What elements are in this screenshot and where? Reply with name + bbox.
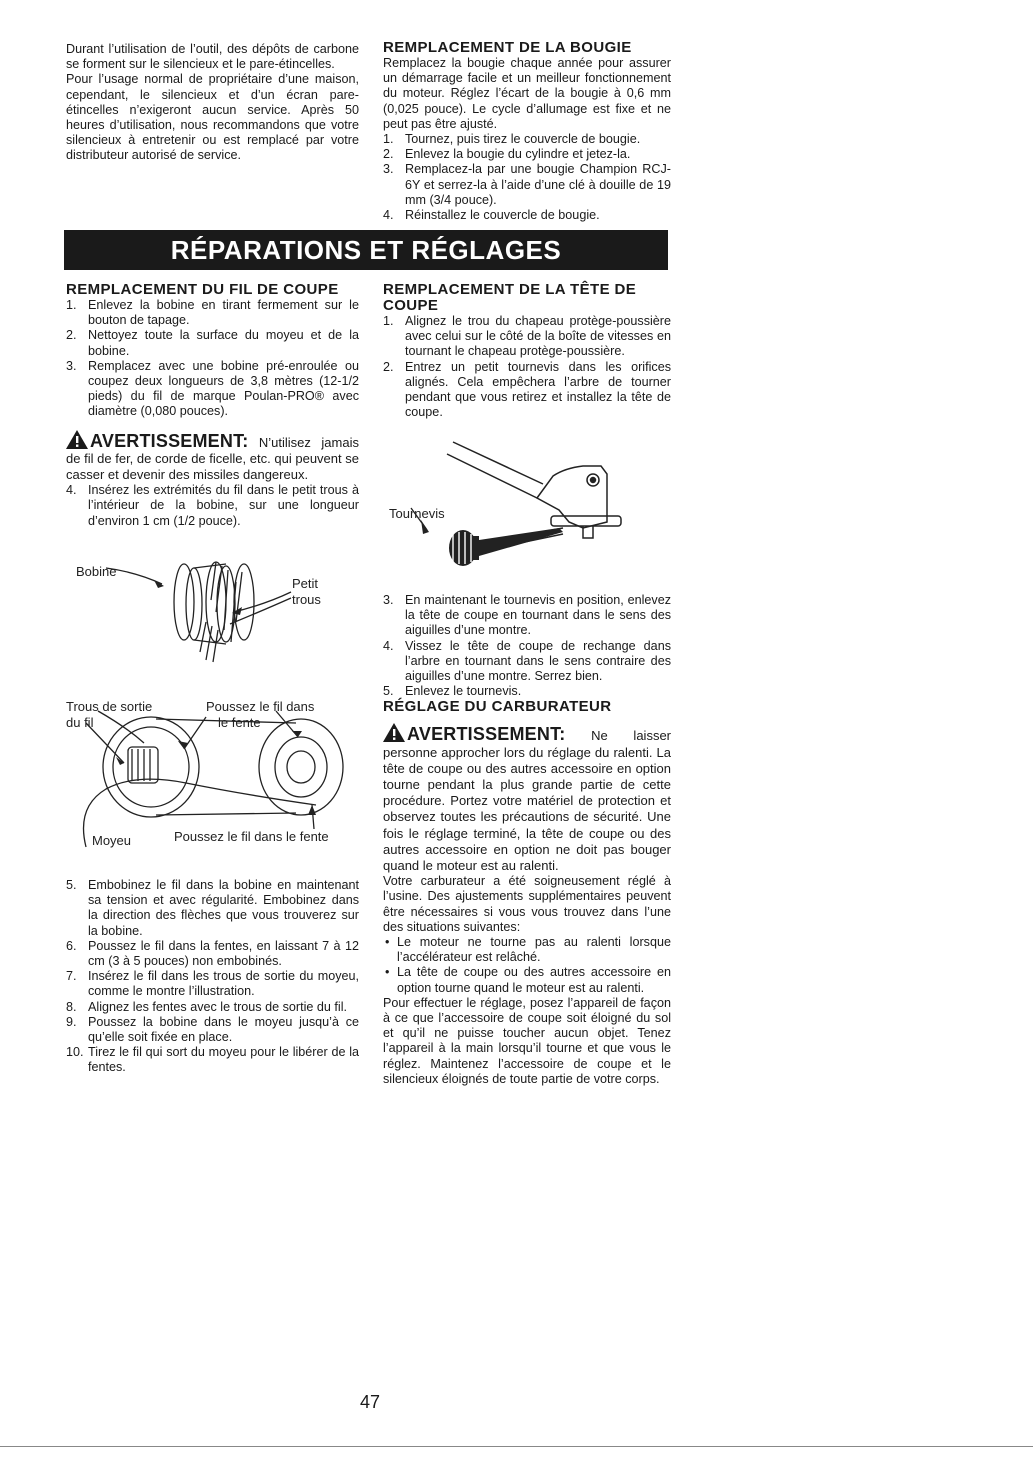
trimmer-line-section [66,282,359,529]
list-item: 4. Vissez le tête de coupe de rechange dans l’arbre en tournant dans le sens contraire des aiguilles d’une montre. Serrez bien. [383,638,671,684]
trimmer-line-heading: REMPLACEMENT DU FIL DE COUPE [66,281,339,298]
list-item: • Le moteur ne tourne pas au ralenti lorsque l’accélérateur est relâché. [383,935,671,965]
warning-line [66,430,359,484]
push-line-label-bottom: Poussez le fil dans le fente [174,829,329,844]
list-item: 3. Remplacez-la par une bougie Champion RCJ-6Y et serrez-la à l’aide d’une clé à douille de 19 mm (3/4 pouce). [383,162,671,207]
screwdriver-label: Tournevis [389,506,445,521]
list-item: 6. Poussez le fil dans la fentes, en laissant 7 à 12 cm (3 à 5 pouces) non embobinés. [66,938,359,969]
list-item: 1. Tournez, puis tirez le couvercle de bougie. [383,132,641,147]
list-item: 5. Embobinez le fil dans la bobine en maintenant sa tension et avec régularité. Embobinez dans la direction des flèches que vous trouverez sur la bobine. [66,878,359,938]
list-item: 4. Réinstallez le couvercle de bougie. [383,208,600,223]
exit-holes-label: Trous de sortie [66,699,153,714]
muffler-paragraph-1: Durant l’utilisation de l’outil, des dépôts de carbone se forment sur le silencieux et le pare-étincelles. [66,42,359,72]
trimmer-line-steps-c [66,878,359,1076]
spool-figure [66,552,359,672]
carb-warning-line [383,723,671,874]
cutting-head-section [383,282,671,420]
list-item: 2. Enlevez la bougie du cylindre et jetez-la. [383,147,631,162]
hub-figure [66,697,359,857]
trimmer-line-steps-a [66,298,359,420]
warning-triangle-icon [383,723,405,742]
carburetor-heading: RÉGLAGE DU CARBURATEUR [383,698,612,716]
carb-warning-heading: AVERTISSEMENT: [407,724,566,745]
small-holes-label-2: trous [292,592,321,607]
list-item: 2. Entrez un petit tournevis dans les orifices alignés. Cela empêchera l’arbre de tourner pendant que vous retirez et installez la tête de coupe. [383,359,671,420]
screwdriver-figure [383,432,671,582]
list-item: 4. Insérez les extrémités du fil dans le petit trous à l’intérieur de la bobine, sur une longueur d’environ 1 cm (1/2 pouce). [66,483,359,528]
slot-label: le fente [218,715,261,730]
warning-text: N’utilisez jamais de fil de fer, de corde de ficelle, etc. qui peuvent se casser et devenir des missiles dangereux. [66,434,359,483]
page-number: 47 [360,1392,381,1412]
cutting-head-steps-a [383,314,671,420]
list-item: 1. Enlevez la bobine en tirant fermement sur le bouton de tapage. [66,298,359,328]
section-banner: RÉPARATIONS ET RÉGLAGES [64,230,668,270]
carb-bullets [383,935,671,996]
list-item: 7. Insérez le fil dans les trous de sortie du moyeu, comme le montre l’illustration. [66,969,359,999]
spark-plug-heading: REMPLACEMENT DE LA BOUGIE [383,39,632,56]
list-item: 9. Poussez la bobine dans le moyeu jusqu’à ce qu’elle soit fixée en place. [66,1014,359,1045]
list-item: 2. Nettoyez toute la surface du moyeu et de la bobine. [66,328,359,358]
muffler-paragraph-2: Pour l’usage normal de propriétaire d’une maison, cependant, le silencieux et d’un écran pare-étincelles n’exigeront aucun service. Après 50 heures d’utilisation, nous recommandons que votre silencieux à entretenir ou est remplacé par votre distributeur autorisé de service. [66,72,359,163]
push-line-label-top: Poussez le fil dans [206,699,315,714]
warning-triangle-icon [66,430,88,449]
list-item: 1. Alignez le trou du chapeau protège-poussière avec celui sur le côté de la boîte de vitesses en tournant le chapeau protège-poussière. [383,314,671,359]
cutting-head-steps-b [383,593,671,699]
list-item: 8. Alignez les fentes avec le trous de sortie du fil. [66,999,348,1014]
list-item: • La tête de coupe ou des autres accessoire en option tourne quand le moteur est au ralenti. [383,965,671,995]
spool-label: Bobine [76,564,117,579]
hub-label: Moyeu [92,833,132,848]
trimmer-line-steps-b [66,483,359,529]
list-item: 5. Enlevez le tournevis. [383,684,522,699]
spark-plug-steps [383,132,671,223]
cutting-head-section-cont [383,593,671,1087]
warning-heading: AVERTISSEMENT: [90,430,249,451]
trimmer-line-section-cont [66,878,359,1076]
bottom-rule [0,1446,1033,1447]
carb-paragraph-2: Pour effectuer le réglage, posez l’appareil de façon à ce que l’accessoire de coupe soit éloigné du sol et qu’il ne puisse toucher aucun objet. Tenez l’appareil à la main lorsqu’il tourne et que vous le réglez. Maintenez l’accessoire de coupe et le silencieux éloignés de toute partie de votre corps. [383,995,671,1086]
carb-warning-text: Ne laisser personne approcher lors du réglage du ralenti. La tête de coupe ou des autres accessoire en option tourne pendant la plus grande partie de cette procédure. Portez votre matériel de protection et observez toutes les précautions de sécurité. Une fois le réglage terminé, la tête de coupe ou des autres accessoire en option ne doit pas bouger quand le moteur est au ralenti. [383,728,671,874]
carb-paragraph-1: Votre carburateur a été soigneusement réglé à l’usine. Des ajustements supplémentaires peuvent être nécessaires si vous vous trouvez dans l’une des situations suivantes: [383,874,671,934]
small-holes-label: Petit [292,576,319,591]
list-item: 3. Remplacez avec une bobine pré-enroulée ou coupez deux longueurs de 3,8 mètres (12-1/2 pieds) du fil de marque Poulan-PRO® avec diamètre (0,080 pouces). [66,358,359,419]
spark-plug-section [383,40,671,223]
cutting-head-heading: REMPLACEMENT DE LA TÊTE DE COUPE [383,281,637,314]
spark-plug-intro: Remplacez la bougie chaque année pour assurer un démarrage facile et un meilleur fonctionnement du moteur. Réglez l’écart de la bougie à 0,6 mm (0,025 pouce). Le cycle d’allumage est fixe et ne peut pas être ajusté. [383,56,671,131]
list-item: 10. Tirez le fil qui sort du moyeu pour le libérer de la fentes. [66,1045,359,1075]
list-item: 3. En maintenant le tournevis en position, enlevez la tête de coupe en tournant dans le sens des aiguilles d’une montre. [383,593,671,638]
muffler-section [66,42,359,164]
exit-holes-label-2: du fil [66,715,94,730]
